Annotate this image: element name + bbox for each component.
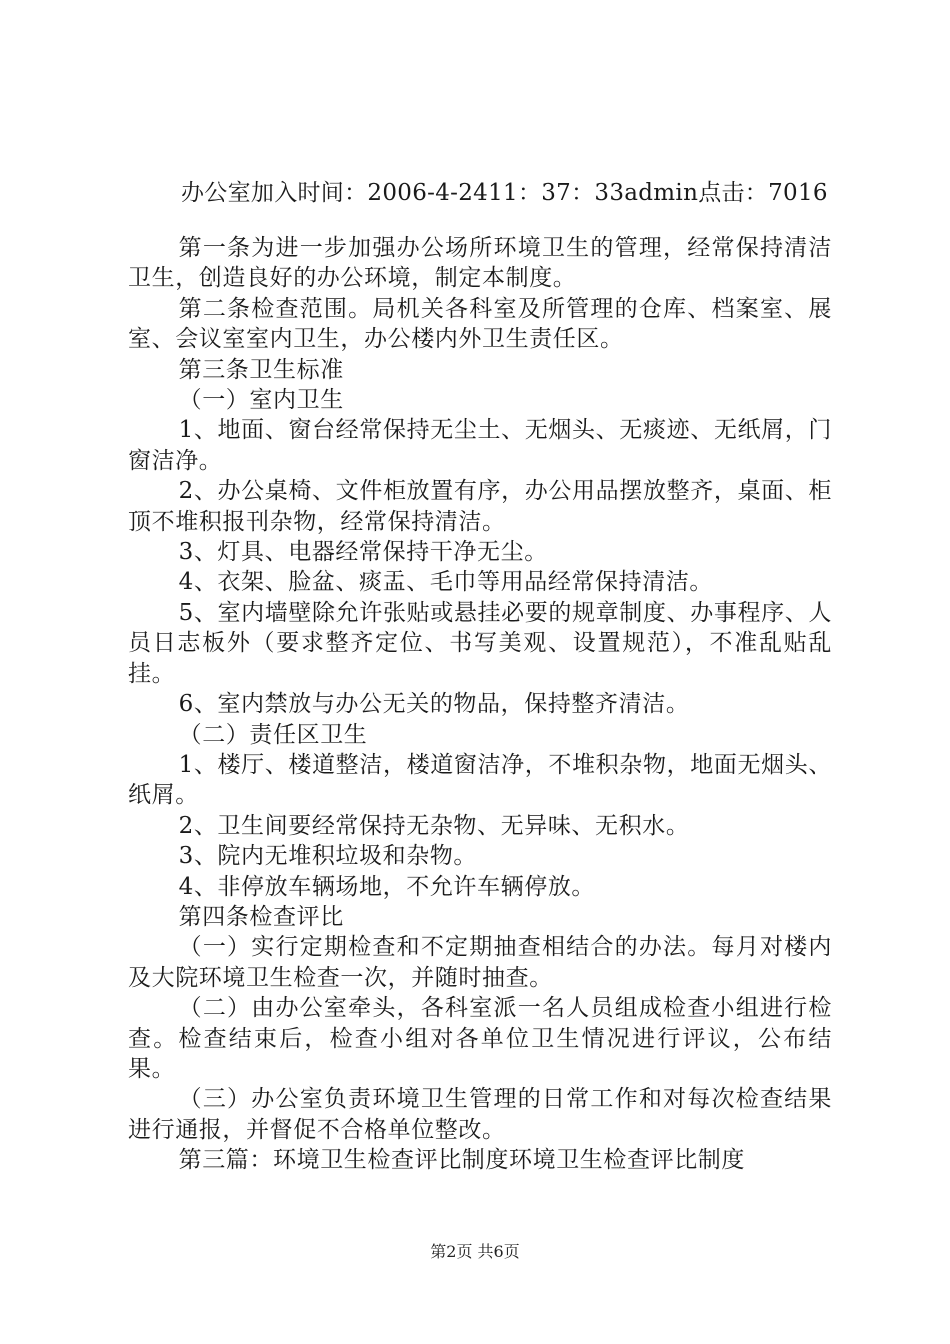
document-body — [128, 233, 832, 1176]
subsection-heading: （一）室内卫生 — [178, 387, 344, 414]
paragraph: 第二条检查范围。局机关各科室及所管理的仓库、档案室、展室、会议室室内卫生，办公楼内外卫生责任区。 — [128, 295, 832, 353]
list-item: 1、楼厅、楼道整洁，楼道窗洁净，不堆积杂物，地面无烟头、纸屑。 — [128, 751, 832, 809]
section-heading: 第四条检查评比 — [178, 903, 344, 930]
list-item: 4、非停放车辆场地，不允许车辆停放。 — [178, 873, 596, 900]
page-number: 第2页 共6页 — [430, 1242, 520, 1261]
list-item: 4、衣架、脸盆、痰盂、毛巾等用品经常保持清洁。 — [178, 569, 714, 596]
list-item: 5、室内墙壁除允许张贴或悬挂必要的规章制度、办事程序、人员日志板外（要求整齐定位、书写美观、设置规范），不准乱贴乱挂。 — [128, 599, 832, 687]
paragraph: （三）办公室负责环境卫生管理的日常工作和对每次检查结果进行通报，并督促不合格单位整改。 — [128, 1086, 832, 1143]
paragraph: （二）由办公室牵头，各科室派一名人员组成检查小组进行检查。检查结束后，检查小组对各单位卫生情况进行评议，公布结果。 — [128, 995, 832, 1082]
list-item: 1、地面、窗台经常保持无尘土、无烟头、无痰迹、无纸屑，门窗洁净。 — [128, 417, 832, 474]
article-info-line: 办公室加入时间：2006-4-2411：37：33admin点击：7016 — [181, 180, 828, 206]
paragraph: 第一条为进一步加强办公场所环境卫生的管理，经常保持清洁卫生，创造良好的办公环境，制定本制度。 — [128, 235, 832, 292]
list-item: 6、室内禁放与办公无关的物品，保持整齐清洁。 — [178, 691, 690, 718]
list-item: 3、灯具、电器经常保持干净无尘。 — [178, 539, 548, 566]
next-chapter-heading: 第三篇：环境卫生检查评比制度环境卫生检查评比制度 — [178, 1147, 745, 1174]
section-heading: 第三条卫生标准 — [178, 356, 344, 383]
paragraph: （一）实行定期检查和不定期抽查相结合的办法。每月对楼内及大院环境卫生检查一次，并随时抽查。 — [128, 934, 832, 991]
list-item: 3、院内无堆积垃圾和杂物。 — [178, 843, 478, 870]
subsection-heading: （二）责任区卫生 — [178, 721, 368, 748]
list-item: 2、办公桌椅、文件柜放置有序，办公用品摆放整齐，桌面、柜顶不堆积报刊杂物，经常保持清洁。 — [128, 478, 832, 535]
list-item: 2、卫生间要经常保持无杂物、无异味、无积水。 — [178, 812, 690, 839]
